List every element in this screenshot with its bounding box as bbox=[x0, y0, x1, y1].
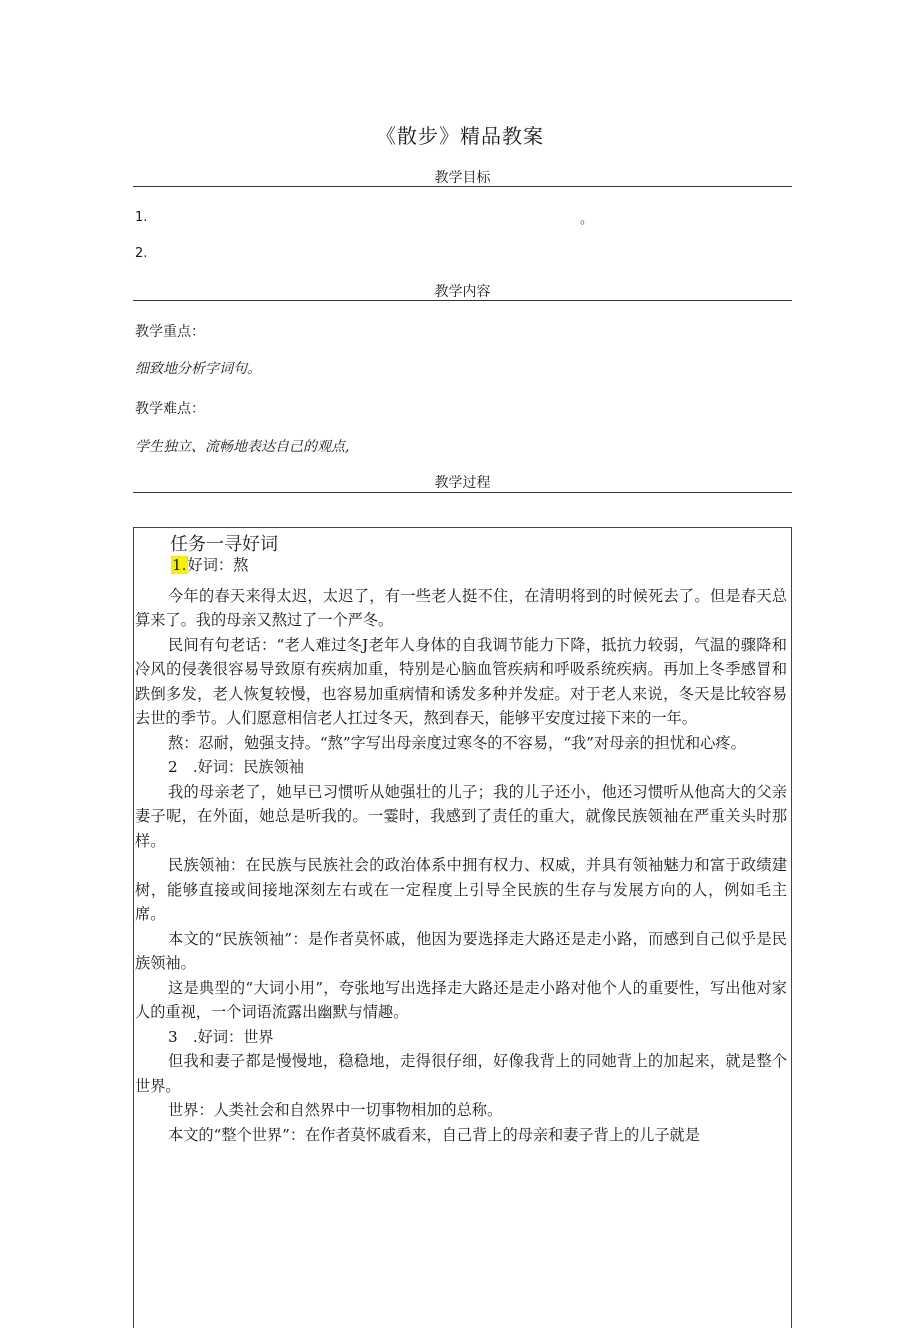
section-heading-content: 教学内容 bbox=[434, 284, 491, 300]
paragraph: 熬：忍耐，勉强支持。“熬”字写出母亲度过寒冬的不容易，“我”对母亲的担忧和心疼。 bbox=[168, 733, 746, 752]
goal-item-1-end: 。 bbox=[580, 212, 594, 227]
divider-process bbox=[133, 492, 792, 493]
divider-goals bbox=[133, 186, 792, 187]
page-title: 《散步》精品教案 bbox=[376, 124, 544, 148]
paragraph: 这是典型的“大词小用”，夸张地写出选择走大路还是走小路对他个人的重要性，写出他对家人的重视，一个词语流露出幽默与情趣。 bbox=[135, 978, 787, 1021]
item-3-heading: 3 .好词：世界 bbox=[168, 1027, 274, 1046]
goal-item-2: 2. bbox=[135, 246, 148, 261]
key-point-text: 细致地分析字词句。 bbox=[135, 361, 261, 377]
difficulty-label: 教学难点： bbox=[135, 401, 205, 417]
task-content bbox=[135, 553, 787, 1147]
item-2-heading: 2 .好词：民族领袖 bbox=[168, 758, 304, 776]
item-1-heading bbox=[135, 553, 787, 578]
paragraph: 民间有句老话：“老人难过冬J老年人身体的自我调节能力下降，抵抗力较弱，气温的骤降和冷风的侵袭很容易导致原有疾病加重，特别是心脑血管疾病和呼吸系统疾病。再加上冬季感冒和跌倒多发，老人恢复较慢，也容易加重病情和诱发多种并发症。对于老人来说，冬天是比较容易去世的季节。人们愿意相信老人扛过冬天，熬到春天，能够平安度过接下来的一年。 bbox=[135, 635, 787, 727]
task-title: 任务一寻好词 bbox=[170, 534, 278, 555]
divider-content bbox=[133, 300, 792, 301]
paragraph: 本文的“民族领袖”：是作者莫怀戚，他因为要选择走大路还是走小路，而感到自己似乎是民族领袖。 bbox=[135, 929, 787, 972]
difficulty-text: 学生独立、流畅地表达自己的观点, bbox=[135, 439, 350, 455]
paragraph: 世界：人类社会和自然界中一切事物相加的总称。 bbox=[168, 1101, 503, 1119]
paragraph: 本文的“整个世界”：在作者莫怀戚看来，自己背上的母亲和妻子背上的儿子就是 bbox=[168, 1125, 700, 1144]
paragraph: 但我和妻子都是慢慢地，稳稳地，走得很仔细，好像我背上的同她背上的加起来，就是整个世界。 bbox=[135, 1052, 787, 1095]
goal-item-1: 1. bbox=[135, 210, 148, 225]
section-heading-goals: 教学目标 bbox=[434, 170, 491, 186]
paragraph: 我的母亲老了，她早已习惯听从她强壮的儿子；我的儿子还小，他还习惯听从他高大的父亲 妻子呢，在外面，她总是听我的。一霎时，我感到了责任的重大，就像民族领袖在严重关头时那样。 bbox=[135, 782, 787, 850]
paragraph: 今年的春天来得太迟，太迟了，有一些老人挺不住，在清明将到的时候死去了。但是春天总算来了。我的母亲又熬过了一个严冬。 bbox=[135, 586, 787, 629]
item-1-label: 好词：熬 bbox=[187, 556, 249, 574]
section-heading-process: 教学过程 bbox=[434, 475, 491, 491]
key-point-label: 教学重点： bbox=[135, 324, 205, 340]
paragraph: 民族领袖：在民族与民族社会的政治体系中拥有权力、权威，并具有领袖魅力和富于政绩建树，能够直接或间接地深刻左右或在一定程度上引导全民族的生存与发展方向的人，例如毛主席。 bbox=[135, 856, 787, 923]
item-1-number: 1. bbox=[172, 556, 187, 574]
